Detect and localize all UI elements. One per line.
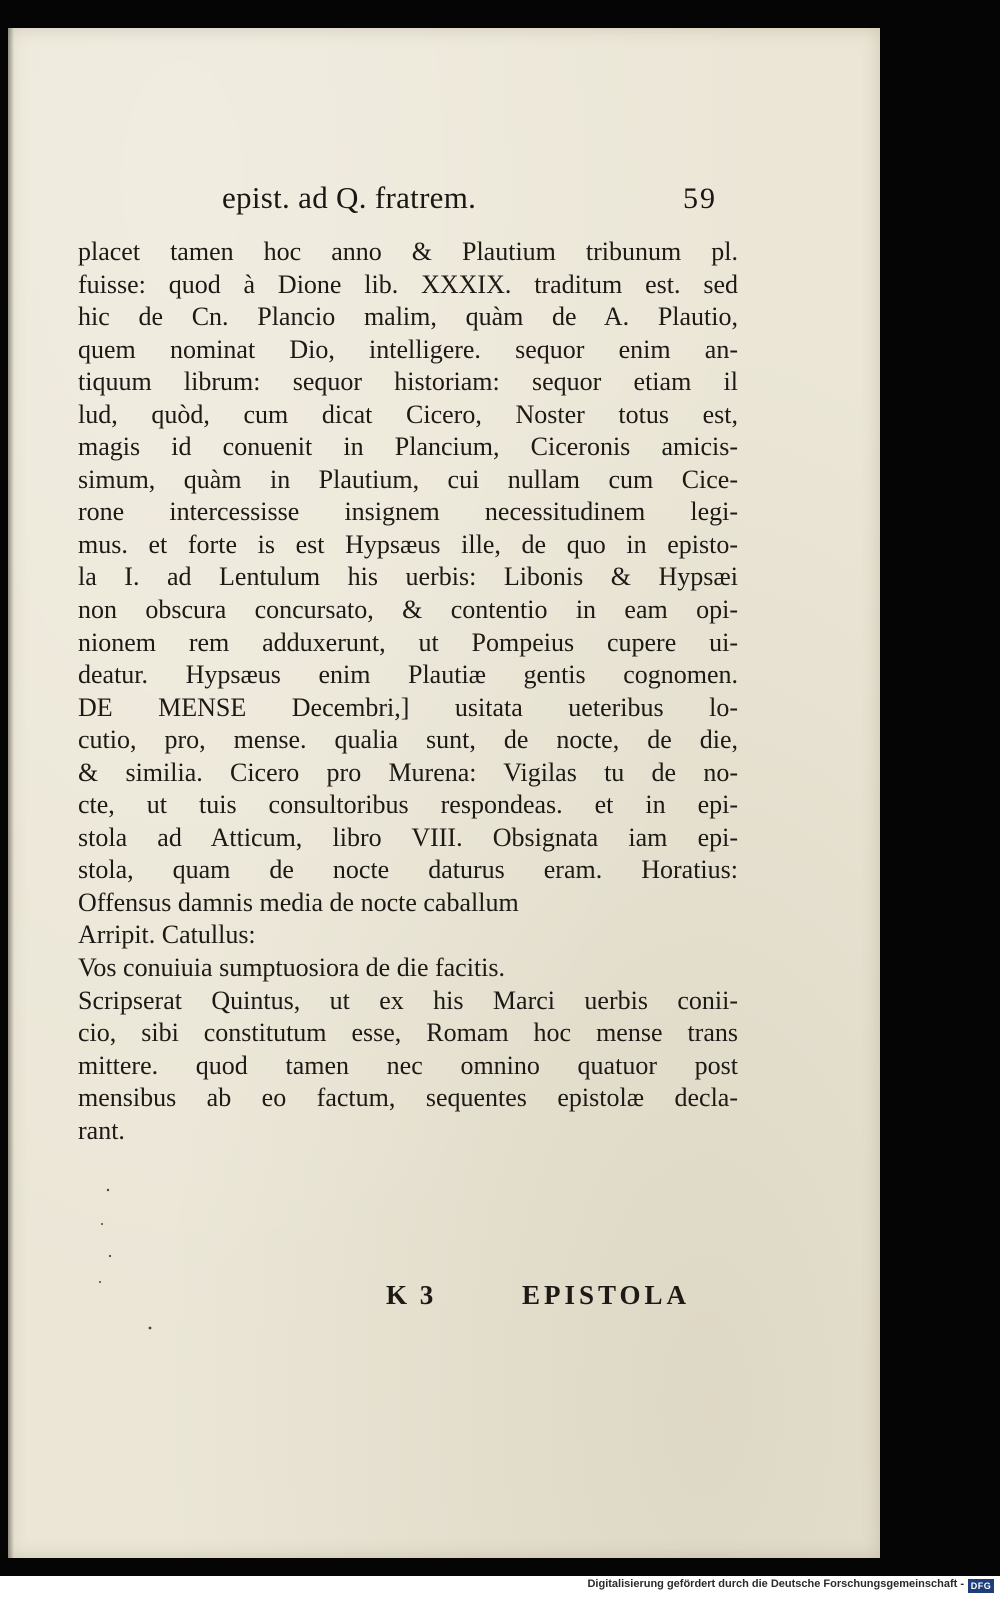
text-line: la I. ad Lentulum his uerbis: Libonis & Hypsæi [78, 562, 738, 592]
text-line: cutio, pro, mense. qualia sunt, de nocte, de die, [78, 725, 738, 755]
text-line: lud, quòd, cum dicat Cicero, Noster totus est, [78, 399, 738, 429]
dfg-logo: DFG [968, 1579, 994, 1593]
text-line: placet tamen hoc anno & Plautium tribunum pl. [78, 237, 738, 266]
verse-line: Vos conuiuia sumptuosiora de die facitis. [78, 953, 506, 983]
text-line: rant. [78, 1115, 125, 1145]
text-line: mensibus ab eo factum, sequentes epistolæ decla- [78, 1083, 738, 1113]
text-line: mus. et forte is est Hypsæus ille, de quo in episto- [78, 529, 738, 559]
text-line: Scripserat Quintus, ut ex his Marci uerbis conii- [78, 985, 738, 1015]
signature-mark: K 3 [386, 1280, 437, 1310]
text-line: cte, ut tuis consultoribus respondeas. et in epi- [78, 790, 738, 820]
credit-bar [0, 1576, 1000, 1597]
text-line: quem nominat Dio, intelligere. sequor enim an- [78, 334, 738, 364]
catchword: EPISTOLA [522, 1280, 691, 1310]
ink-specks [88, 1178, 168, 1338]
text-line: DE MENSE Decembri,] usitata ueteribus lo- [78, 692, 738, 722]
text-line: fuisse: quod à Dione lib. XXXIX. traditum est. sed [78, 269, 738, 299]
running-head: epist. ad Q. fratrem. [222, 180, 477, 215]
text-line: mittere. quod tamen nec omnino quatuor post [78, 1050, 738, 1080]
verse-line: Offensus damnis media de nocte caballum [78, 887, 519, 917]
text-line: & similia. Cicero pro Murena: Vigilas tu de no- [78, 757, 738, 787]
text-line: simum, quàm in Plautium, cui nullam cum Cice- [78, 464, 738, 494]
page-number: 59 [683, 182, 717, 215]
text-line: stola ad Atticum, libro VIII. Obsignata iam epi- [78, 822, 738, 852]
verse-line: Arripit. Catullus: [78, 920, 256, 950]
credit-text: Digitalisierung gefördert durch die Deutsche Forschungsgemeinschaft - [587, 1578, 964, 1590]
text-line: nionem rem adduxerunt, ut Pompeius cupere ui- [78, 627, 738, 657]
text-line: tiquum librum: sequor historiam: sequor etiam il [78, 367, 738, 397]
text-line: magis id conuenit in Plancium, Ciceronis amicis- [78, 432, 738, 462]
text-line: non obscura concursato, & contentio in eam opi- [78, 595, 738, 625]
text-line: rone intercessisse insignem necessitudinem legi- [78, 497, 738, 527]
text-line: hic de Cn. Plancio malim, quàm de A. Plautio, [78, 302, 738, 332]
text-line: cio, sibi constitutum esse, Romam hoc mense trans [78, 1018, 738, 1048]
body-text [78, 236, 738, 1147]
text-line: deatur. Hypsæus enim Plautiæ gentis cognomen. [78, 660, 738, 690]
text-line: stola, quam de nocte daturus eram. Horatius: [78, 855, 738, 885]
